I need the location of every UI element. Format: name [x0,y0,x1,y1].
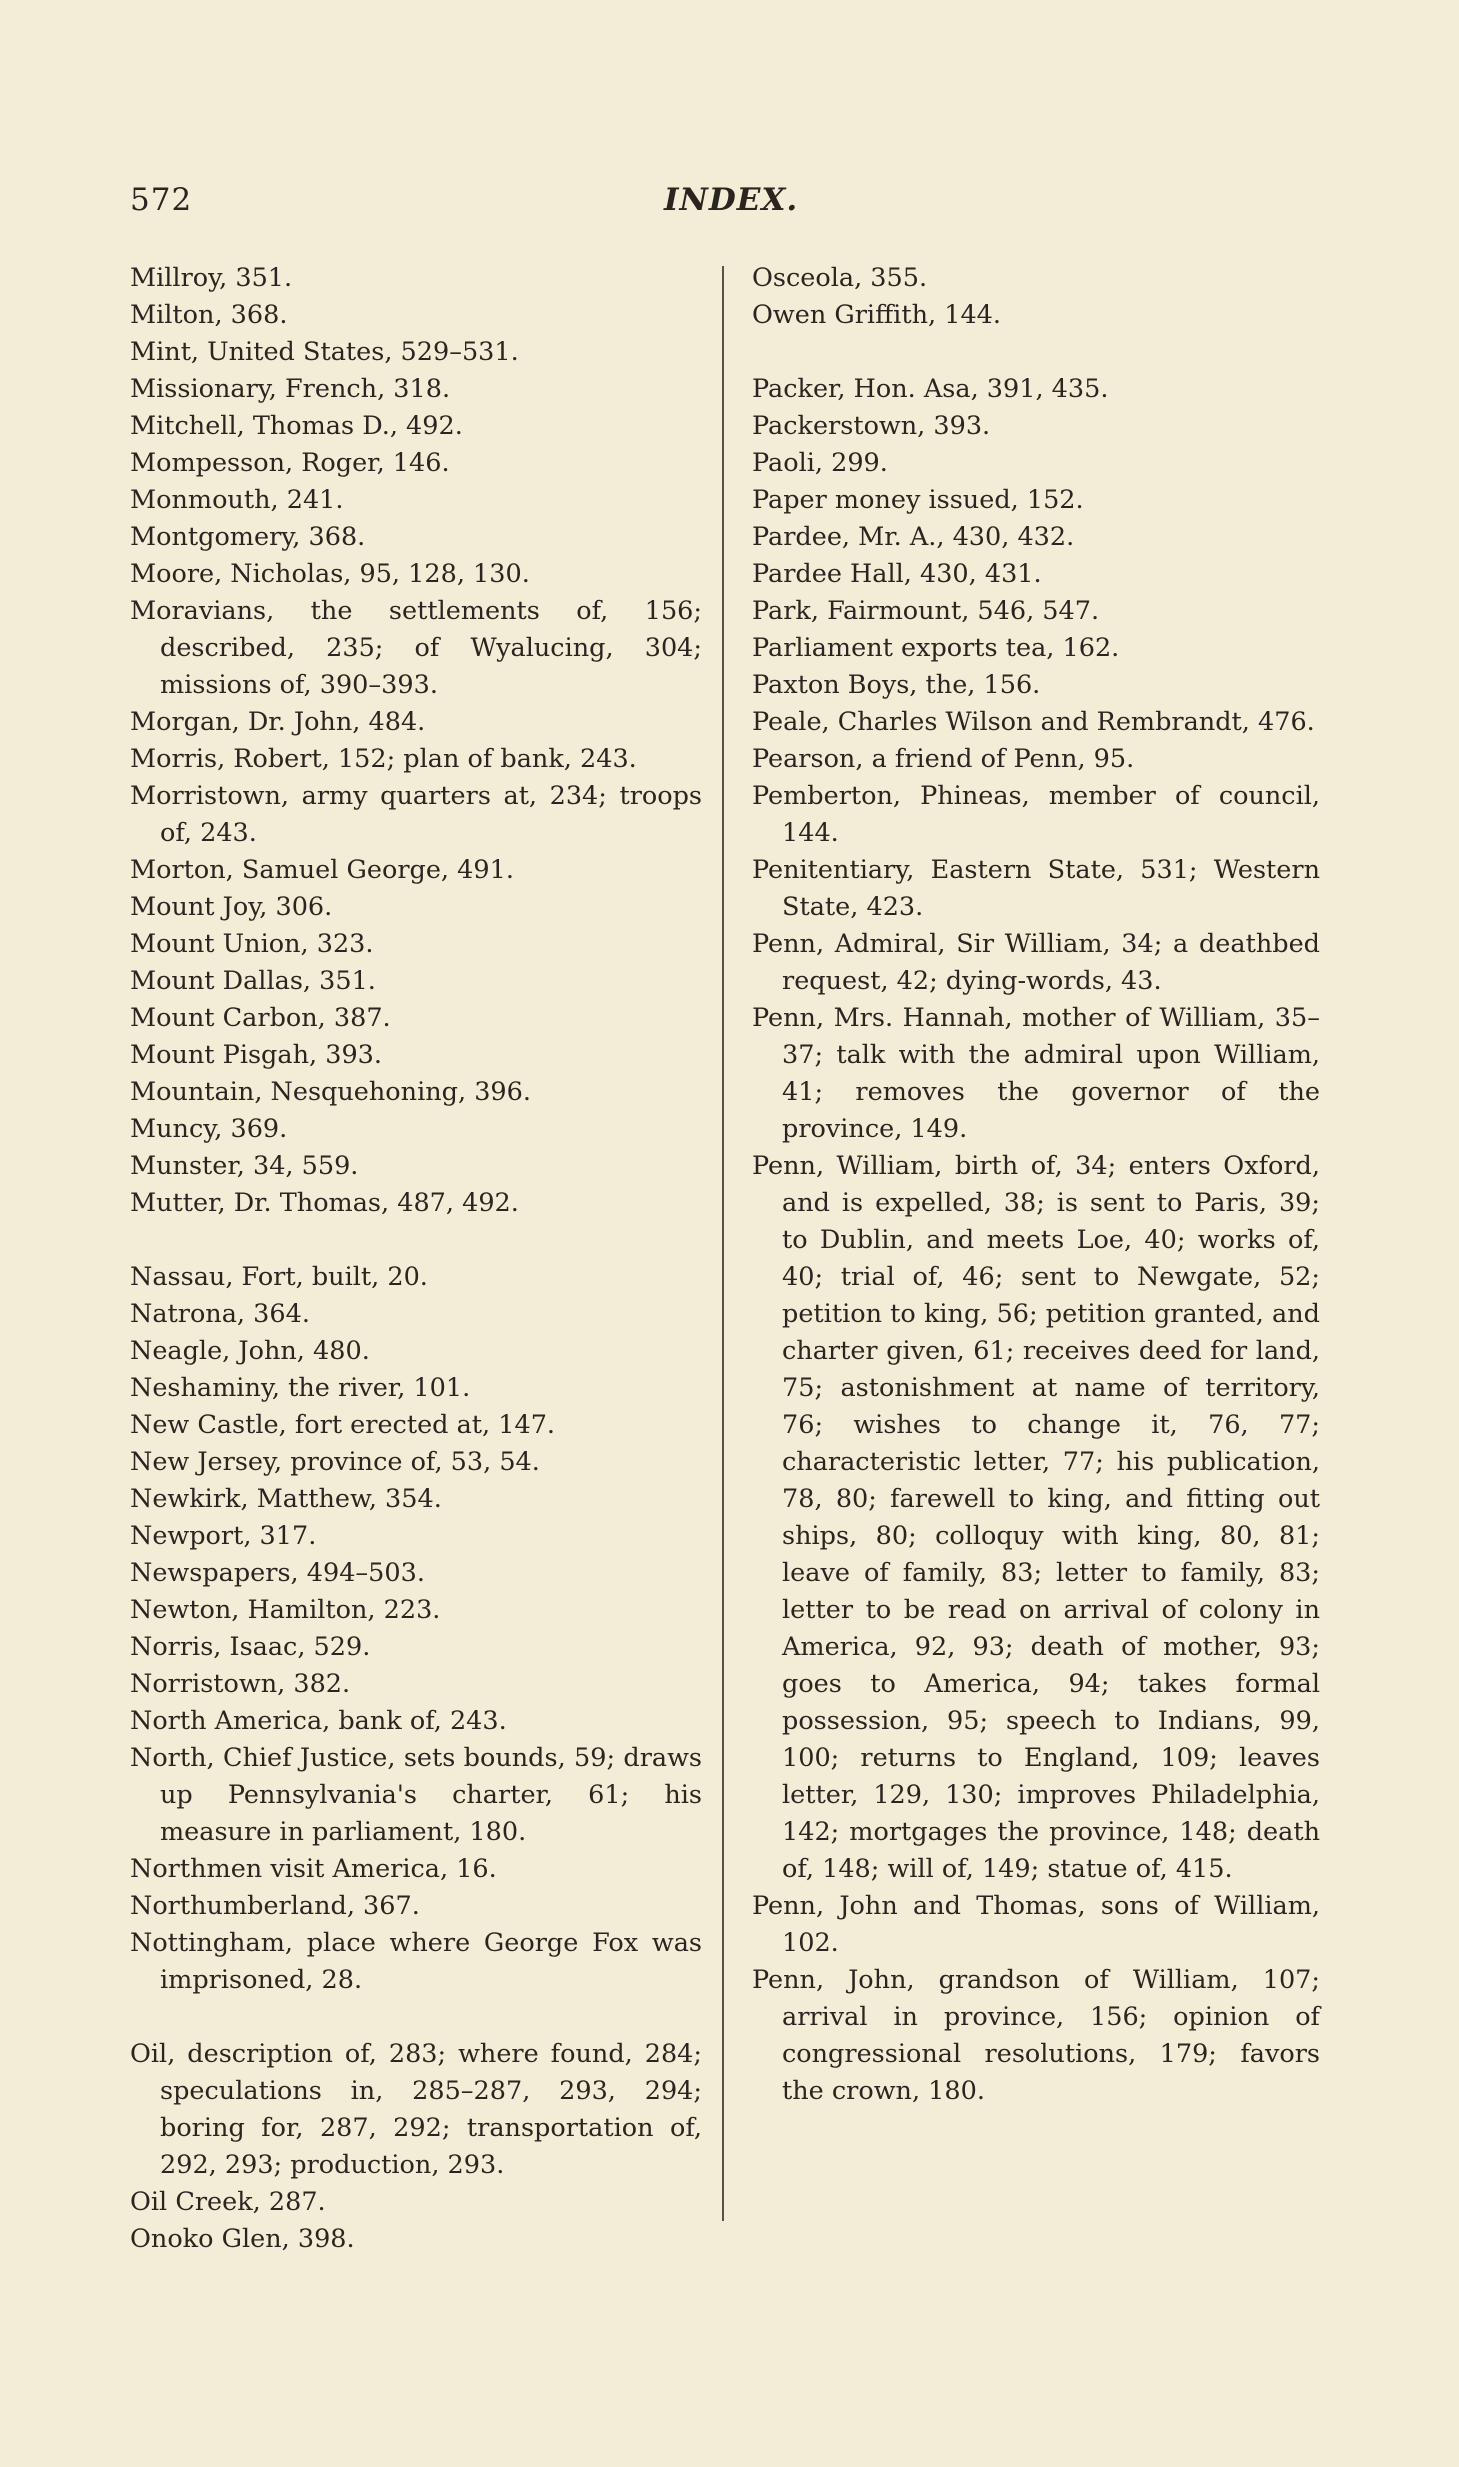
index-entry: Nassau, Fort, built, 20. [130,1262,428,1292]
index-entry: North America, bank of, 243. [130,1706,507,1736]
index-entry: Norristown, 382. [130,1669,351,1699]
index-entry: Oil Creek, 287. [130,2187,326,2217]
index-entry: Pemberton, Phineas, member of council, 144. [752,781,1320,848]
index-entry: Morton, Samuel George, 491. [130,855,514,885]
index-entry: Mount Joy, 306. [130,892,333,922]
index-entry: Mount Carbon, 387. [130,1003,391,1033]
index-entry: Mitchell, Thomas D., 492. [130,411,463,441]
index-entry: North, Chief Justice, sets bounds, 59; draws up Pennsylvania's charter, 61; his measure in parliament, 180. [130,1743,702,1847]
index-entry: Mountain, Nesquehoning, 396. [130,1077,531,1107]
letter-group-gap [130,1999,702,2036]
index-column-left [130,260,702,2258]
index-entry: Oil, description of, 283; where found, 284; speculations in, 285–287, 293, 294; boring for, 287, 292; transportation of, 292, 293; production, 293. [130,2039,702,2180]
index-entry: Penn, William, birth of, 34; enters Oxford, and is expelled, 38; is sent to Paris, 39; to Dublin, and meets Loe, 40; works of, 40; trial of, 46; sent to Newgate, 52; petition to king, 56; petition granted, and charter given, 61; receives deed for land, 75; astonishment at name of territory, 76; wishes to change it, 76, 77; characteristic letter, 77; his publication, 78, 80; farewell to king, and fitting out ships, 80; colloquy with king, 80, 81; leave of family, 83; letter to family, 83; letter to be read on arrival of colony in America, 92, 93; death of mother, 93; goes to America, 94; takes formal possession, 95; speech to Indians, 99, 100; returns to England, 109; leaves letter, 129, 130; improves Philadelphia, 142; mortgages the province, 148; death of, 148; will of, 149; statue of, 415. [752,1151,1320,1884]
index-entry: Newkirk, Matthew, 354. [130,1484,442,1514]
index-entry: Newport, 317. [130,1521,317,1551]
index-entry: Missionary, French, 318. [130,374,451,404]
index-entry: Mutter, Dr. Thomas, 487, 492. [130,1188,519,1218]
index-entry: Park, Fairmount, 546, 547. [752,596,1100,626]
index-entry: Nottingham, place where George Fox was imprisoned, 28. [130,1928,702,1995]
letter-group-gap [752,334,1320,371]
index-entry: Packerstown, 393. [752,411,991,441]
index-entry: Paper money issued, 152. [752,485,1084,515]
index-entry: New Jersey, province of, 53, 54. [130,1447,540,1477]
index-entry: Neshaminy, the river, 101. [130,1373,471,1403]
index-entry: Newspapers, 494–503. [130,1558,425,1588]
index-entry: Penn, John, grandson of William, 107; arrival in province, 156; opinion of congressional resolutions, 179; favors the crown, 180. [752,1965,1320,2106]
index-entry: Mint, United States, 529–531. [130,337,519,367]
index-entry: Parliament exports tea, 162. [752,633,1120,663]
index-entry: Natrona, 364. [130,1299,310,1329]
index-entry: Owen Griffith, 144. [752,300,1001,330]
index-entry: Norris, Isaac, 529. [130,1632,371,1662]
running-title: INDEX. [664,182,799,218]
letter-group-gap [130,1222,702,1259]
index-entry: Newton, Hamilton, 223. [130,1595,441,1625]
index-entry: Pardee, Mr. A., 430, 432. [752,522,1075,552]
index-entry: Penitentiary, Eastern State, 531; Western State, 423. [752,855,1320,922]
index-entry: Munster, 34, 559. [130,1151,359,1181]
index-entry: Mount Union, 323. [130,929,374,959]
index-entry: Monmouth, 241. [130,485,344,515]
index-column-right [752,260,1320,2110]
index-entry: Mount Dallas, 351. [130,966,376,996]
index-entry: Mount Pisgah, 393. [130,1040,382,1070]
column-divider [722,266,724,2221]
index-entry: Millroy, 351. [130,263,293,293]
index-entry: Onoko Glen, 398. [130,2224,355,2254]
index-entry: Moore, Nicholas, 95, 128, 130. [130,559,530,589]
index-entry: Milton, 368. [130,300,288,330]
index-entry: Neagle, John, 480. [130,1336,370,1366]
index-entry: Pearson, a friend of Penn, 95. [752,744,1135,774]
index-entry: Morristown, army quarters at, 234; troops of, 243. [130,781,702,848]
index-entry: Penn, Mrs. Hannah, mother of William, 35–37; talk with the admiral upon William, 41; removes the governor of the province, 149. [752,1003,1320,1144]
index-entry: Packer, Hon. Asa, 391, 435. [752,374,1109,404]
index-entry: Montgomery, 368. [130,522,366,552]
index-entry: Mompesson, Roger, 146. [130,448,450,478]
index-entry: Penn, Admiral, Sir William, 34; a deathbed request, 42; dying-words, 43. [752,929,1320,996]
index-entry: Morris, Robert, 152; plan of bank, 243. [130,744,637,774]
index-entry: Morgan, Dr. John, 484. [130,707,426,737]
index-entry: Paxton Boys, the, 156. [752,670,1041,700]
index-entry: Moravians, the settlements of, 156; described, 235; of Wyalucing, 304; missions of, 390–393. [130,596,702,700]
index-entry: Muncy, 369. [130,1114,288,1144]
index-entry: Pardee Hall, 430, 431. [752,559,1042,589]
index-entry: Northmen visit America, 16. [130,1854,497,1884]
index-entry: New Castle, fort erected at, 147. [130,1410,556,1440]
page-number: 572 [130,182,193,218]
index-entry: Northumberland, 367. [130,1891,420,1921]
index-entry: Peale, Charles Wilson and Rembrandt, 476. [752,707,1315,737]
index-entry: Penn, John and Thomas, sons of William, 102. [752,1891,1320,1958]
page-header [130,182,1330,232]
index-entry: Paoli, 299. [752,448,888,478]
index-entry: Osceola, 355. [752,263,928,293]
